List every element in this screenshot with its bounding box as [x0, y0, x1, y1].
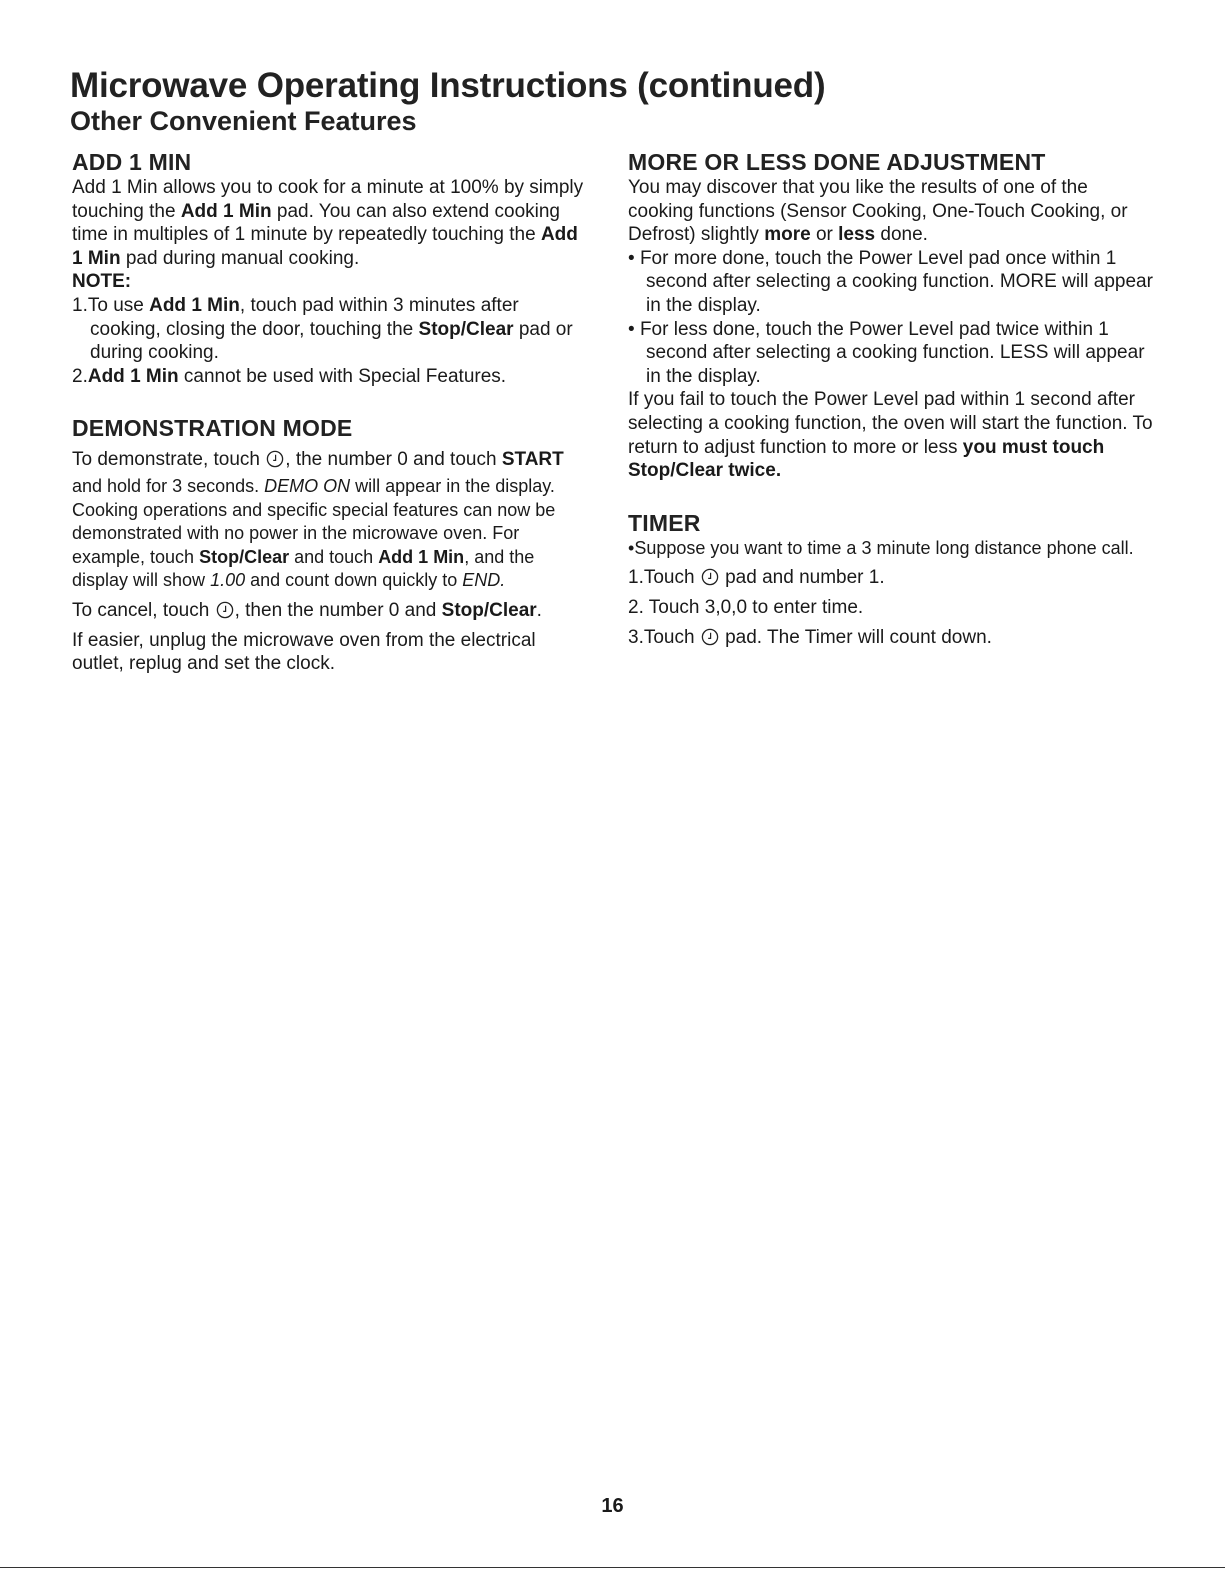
clock-icon: [701, 628, 719, 646]
add-1-min-description: Add 1 Min allows you to cook for a minute at 100% by simply touching the Add 1 Min pad. You can also extend cooking time in multiples of 1 minute by repeatedly touching the Add 1 Min pad during manual cooking.: [72, 177, 584, 269]
bottom-rule: [0, 1567, 1225, 1568]
demonstration-mode-heading: DEMONSTRATION MODE: [72, 415, 353, 442]
bullet-dot: •: [628, 318, 640, 340]
add-1-min-heading: ADD 1 MIN: [72, 149, 192, 175]
demo-unplug: If easier, unplug the microwave oven from the electrical outlet, replug and set the clock.: [72, 629, 536, 675]
timer-step-1: 1.Touch pad and number 1.: [628, 567, 885, 589]
page-subtitle: Other Convenient Features: [70, 106, 417, 136]
timer-step-2: 2. Touch 3,0,0 to enter time.: [628, 596, 864, 618]
left-column: [72, 148, 592, 676]
right-column: [628, 148, 1153, 649]
demo-description: and hold for 3 seconds. DEMO ON will appear in the display. Cooking operations and specific special features can now be demonstrated with no power in the microwave oven. For example, touch Stop/Clear and touch Add 1 Min, and the display will show 1.00 and count down quickly to END.: [72, 475, 556, 591]
timer-heading: TIMER: [628, 509, 701, 536]
demo-instruction: To demonstrate, touch , the number 0 and touch START: [72, 449, 564, 471]
timer-step-3: 3.Touch pad. The Timer will count down.: [628, 626, 992, 648]
clock-icon: [701, 568, 719, 586]
page-number: 16: [601, 1495, 624, 1517]
more-less-note: If you fail to touch the Power Level pad within 1 second after selecting a cooking function, the oven will start the function. To return to adjust function to more or less you must touch Stop/Clear twice.: [628, 389, 1153, 482]
clock-icon: [216, 601, 234, 619]
more-less-description: You may discover that you like the results of one of the cooking functions (Sensor Cooking, One-Touch Cooking, or Defrost) slightly more or less done.: [628, 177, 1128, 246]
clock-icon: [266, 450, 284, 468]
note-item-2: 2.Add 1 Min cannot be used with Special Features.: [72, 365, 507, 387]
bullet-dot: •: [628, 537, 635, 558]
list-item: • For more done, touch the Power Level pad once within 1 second after selecting a cooking function. MORE will appear in the display.: [628, 247, 1153, 316]
note-label: NOTE:: [72, 271, 132, 293]
list-item: • For less done, touch the Power Level pad twice within 1 second after selecting a cooking function. LESS will appear in the display.: [628, 318, 1145, 387]
more-less-done-heading: MORE OR LESS DONE ADJUSTMENT: [628, 149, 1046, 175]
bullet-dot: •: [628, 247, 640, 269]
page-title: Microwave Operating Instructions (continued): [70, 66, 826, 105]
note-item-1: 1.To use Add 1 Min, touch pad within 3 minutes after cooking, closing the door, touching the Stop/Clear pad or during cooking.: [72, 294, 573, 364]
demo-cancel: To cancel, touch , then the number 0 and Stop/Clear.: [72, 599, 542, 621]
list-item: •Suppose you want to time a 3 minute long distance phone call.: [628, 537, 1134, 558]
